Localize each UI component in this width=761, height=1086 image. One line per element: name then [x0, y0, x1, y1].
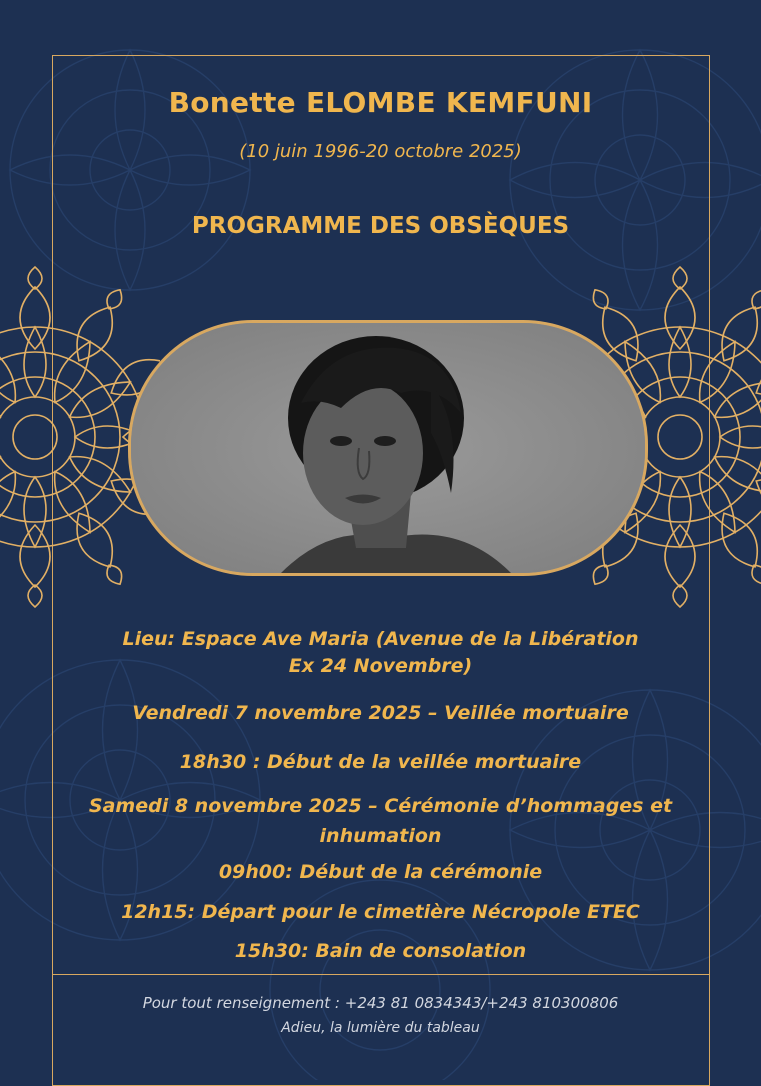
- footer-divider: [52, 974, 710, 975]
- programme-title: PROGRAMME DES OBSÈQUES: [191, 213, 570, 239]
- deceased-name: Bonette ELOMBE KEMFUNI: [168, 86, 593, 119]
- day2-schedule-item-1: 09h00: Début de la cérémonie: [218, 861, 543, 883]
- farewell-message: Adieu, la lumière du tableau: [281, 1020, 480, 1036]
- day1-schedule-item: 18h30 : Début de la veillée mortuaire: [179, 751, 582, 773]
- location-line-2: Ex 24 Novembre): [288, 655, 473, 677]
- day2-heading-line-2: inhumation: [319, 825, 442, 847]
- location-line-1: Lieu: Espace Ave Maria (Avenue de la Libération: [122, 628, 639, 650]
- contact-info: Pour tout renseignement : +243 81 0834343/+243 810300806: [142, 994, 619, 1012]
- life-dates: (10 juin 1996-20 octobre 2025): [239, 141, 522, 162]
- day2-schedule-item-3: 15h30: Bain de consolation: [234, 940, 527, 962]
- portrait-photo: [128, 320, 648, 576]
- day2-heading-line-1: Samedi 8 novembre 2025 – Cérémonie d’hommages et: [88, 795, 673, 817]
- portrait-illustration: [131, 323, 645, 573]
- day2-schedule-item-2: 12h15: Départ pour le cimetière Nécropole ETEC: [121, 901, 640, 923]
- day1-heading: Vendredi 7 novembre 2025 – Veillée mortuaire: [132, 702, 629, 724]
